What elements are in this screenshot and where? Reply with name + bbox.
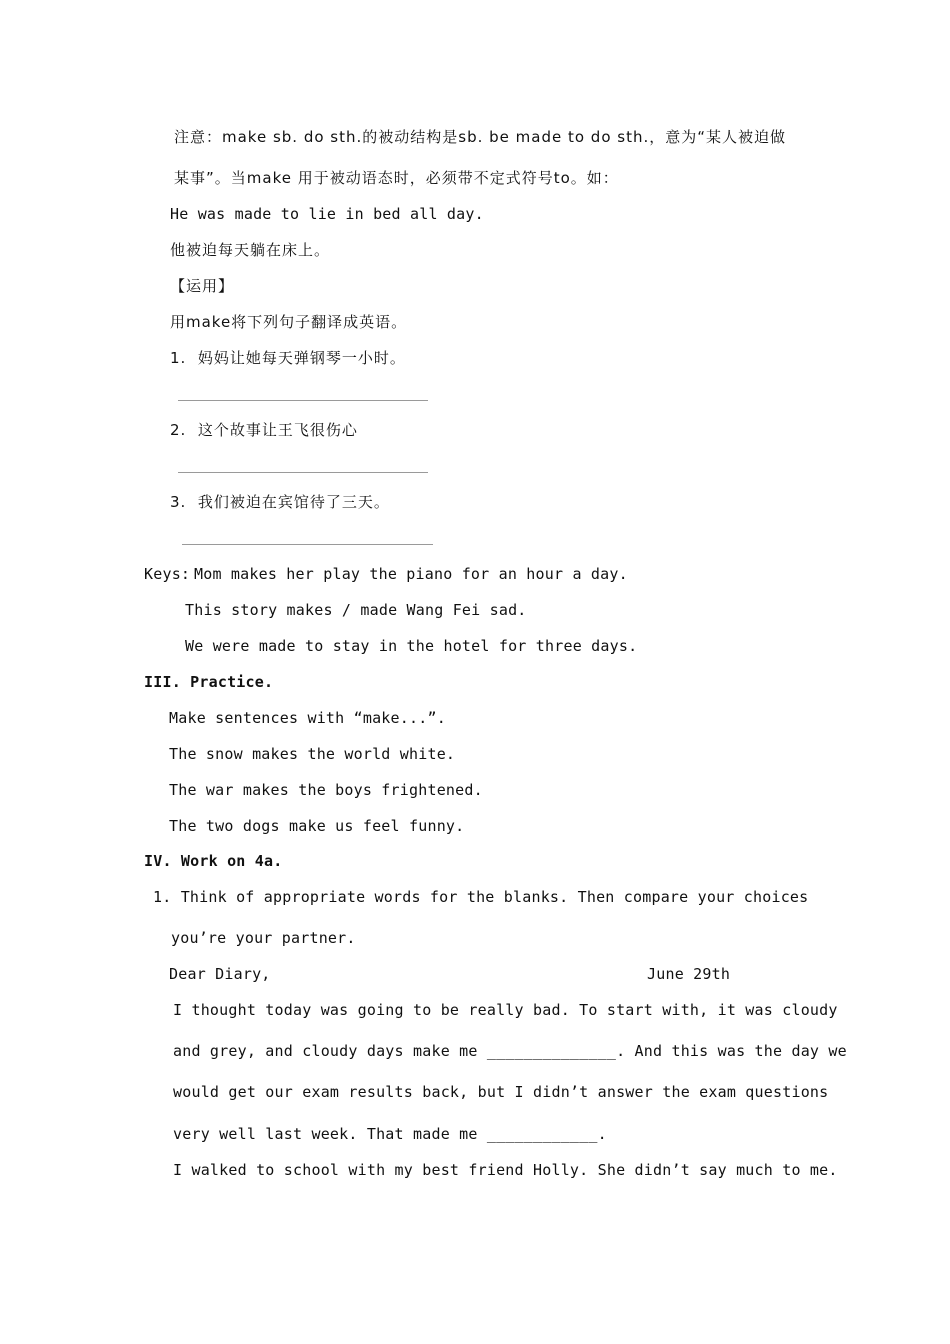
note-line-1: 注意：make sb. do sth.的被动结构是sb. be made to do sth.，意为“某人被迫做 — [174, 128, 787, 146]
practice-line-3: The war makes the boys frightened. — [169, 781, 483, 799]
diary-line-5: I walked to school with my best friend Holly. She didn’t say much to me. — [173, 1161, 838, 1179]
diary-line-1: I thought today was going to be really bad. To start with, it was cloudy — [173, 1001, 838, 1019]
apply-instruction: 用make将下列句子翻译成英语。 — [170, 313, 408, 331]
answer-blank-3[interactable] — [182, 544, 433, 545]
work-task-line-2: you’re your partner. — [171, 929, 356, 947]
practice-heading: III. Practice. — [144, 673, 274, 691]
key-answer-3: We were made to stay in the hotel for three days. — [185, 637, 638, 655]
keys-label: Keys: — [144, 565, 200, 583]
diary-line-4: very well last week. That made me ____________. — [173, 1125, 607, 1143]
work-task-line-1: 1. Think of appropriate words for the blanks. Then compare your choices — [153, 888, 809, 906]
diary-line-2: and grey, and cloudy days make me ______________. And this was the day we — [173, 1042, 847, 1060]
answer-blank-2[interactable] — [178, 472, 428, 473]
apply-item-1: 1. 妈妈让她每天弹钢琴一小时。 — [170, 349, 406, 367]
diary-salutation: Dear Diary, — [169, 965, 271, 983]
work-heading: IV. Work on 4a. — [144, 852, 283, 870]
diary-line-3: would get our exam results back, but I didn’t answer the exam questions — [173, 1083, 829, 1101]
note-example-english: He was made to lie in bed all day. — [170, 205, 484, 223]
key-answer-1: Mom makes her play the piano for an hour a day. — [194, 565, 628, 583]
practice-line-1: Make sentences with “make...”. — [169, 709, 446, 727]
apply-heading: 【运用】 — [170, 277, 235, 295]
note-example-chinese: 他被迫每天躺在床上。 — [170, 241, 331, 259]
apply-item-2: 2. 这个故事让王飞很伤心 — [170, 421, 358, 439]
answer-blank-1[interactable] — [178, 400, 428, 401]
note-line-2: 某事”。当make 用于被动语态时，必须带不定式符号to。如： — [174, 169, 619, 187]
key-answer-2: This story makes / made Wang Fei sad. — [185, 601, 527, 619]
diary-date: June 29th — [647, 965, 731, 983]
practice-line-2: The snow makes the world white. — [169, 745, 456, 763]
practice-line-4: The two dogs make us feel funny. — [169, 817, 465, 835]
apply-item-3: 3. 我们被迫在宾馆待了三天。 — [170, 493, 390, 511]
